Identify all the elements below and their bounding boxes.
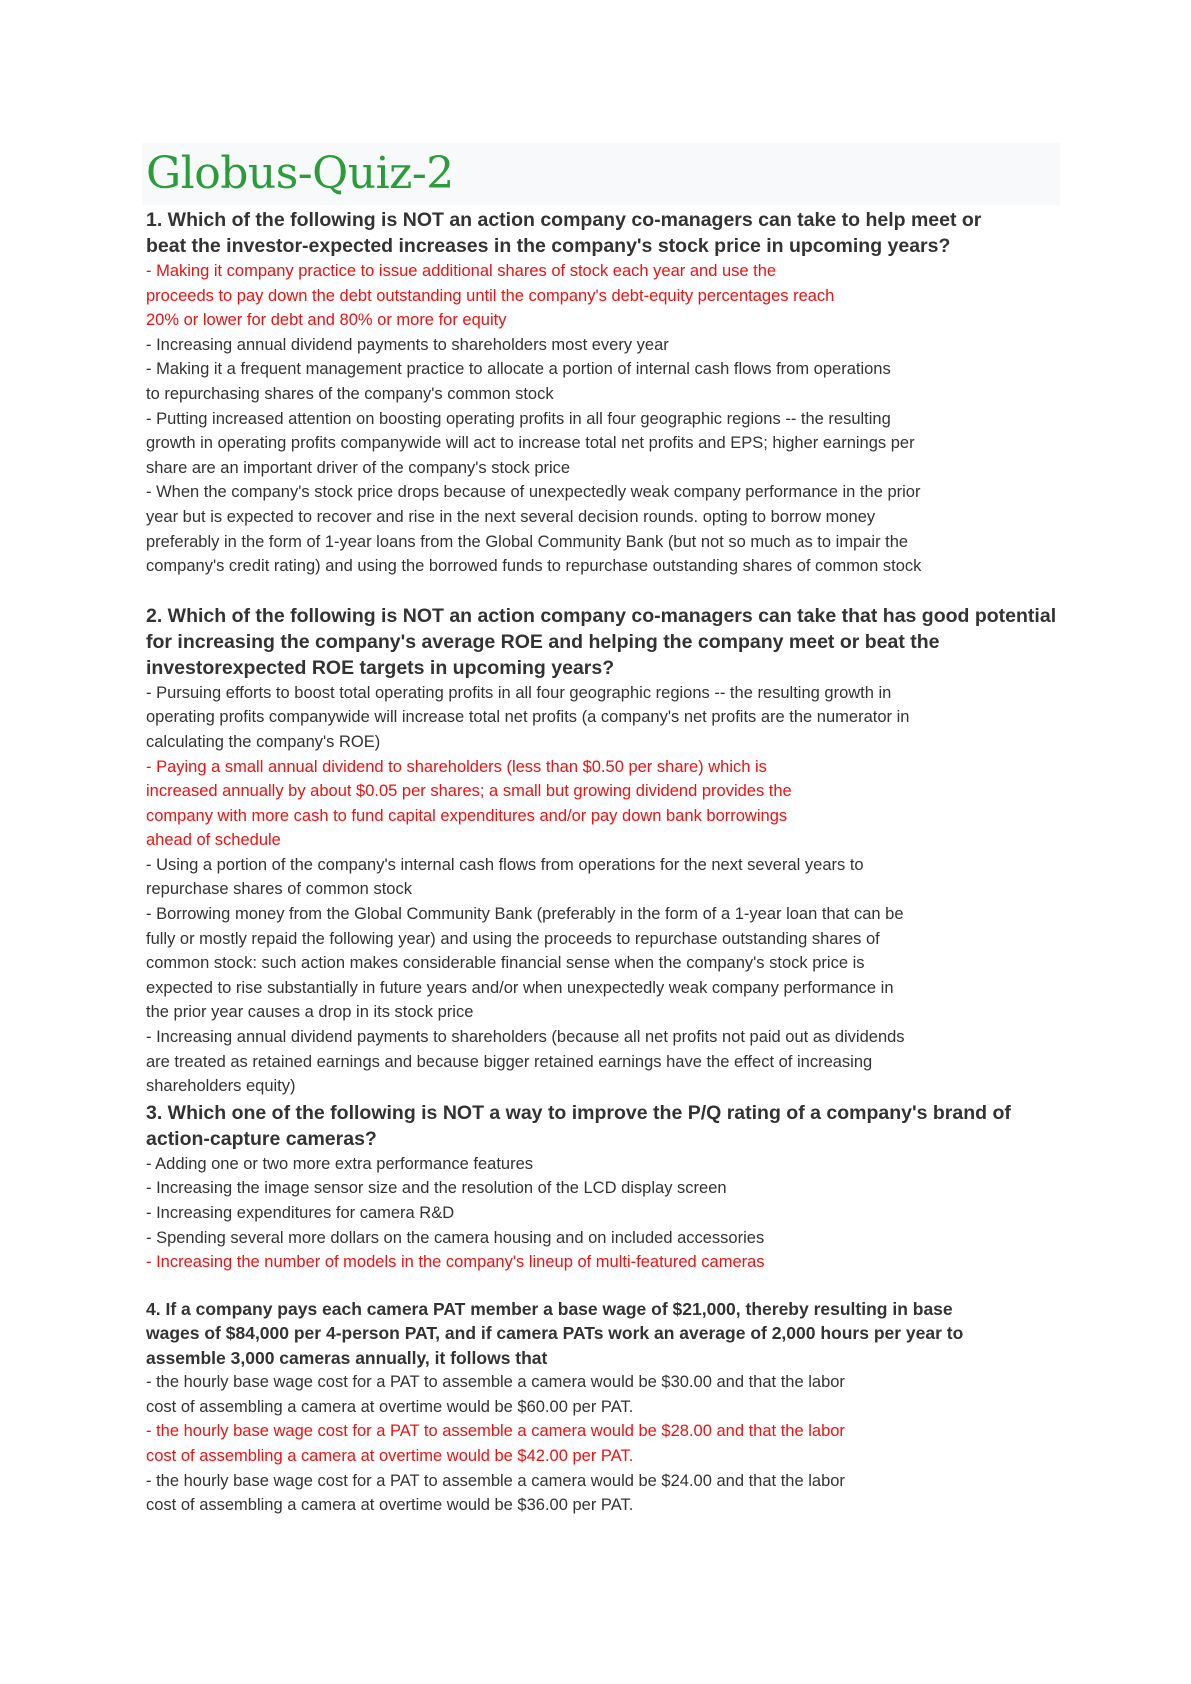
answer-option: - Increasing annual dividend payments to shareholders most every year	[146, 335, 669, 354]
answer-option: - Increasing annual dividend payments to shareholders (because all net profits not paid out as dividends are treated as retained earnings and because bigger retained earnings have the effect of increasing shareholders equity)	[146, 1028, 905, 1096]
answer-list	[146, 1152, 1066, 1275]
answer-option: - Using a portion of the company's internal cash flows from operations for the next several years to repurchase shares of common stock	[146, 855, 864, 899]
spacer	[146, 1275, 1066, 1297]
answer-option: - Adding one or two more extra performance features	[146, 1154, 534, 1173]
answer-option: - Increasing expenditures for camera R&D	[146, 1204, 455, 1222]
spacer	[146, 579, 1066, 603]
question-1	[146, 207, 1066, 579]
question-3	[146, 1100, 1066, 1275]
answer-list	[146, 681, 1066, 1099]
answer-option-correct: - Increasing the number of models in the company's lineup of multi-featured cameras	[146, 1253, 765, 1272]
answer-option: - Spending several more dollars on the camera housing and on included accessories	[146, 1228, 765, 1247]
question-text: 4. If a company pays each camera PAT member a base wage of $21,000, thereby resulting in base wages of $84,000 per 4-person PAT, and if camera PATs work an average of 2,000 hours per year to assemble 3,000 cameras annually, it follows that	[146, 1298, 964, 1368]
question-text: 2. Which of the following is NOT an action company co-managers can take that has good potential for increasing the company's average ROE and helping the company meet or beat the investorexpected ROE targets in upcoming years?	[146, 604, 1057, 679]
answer-list	[146, 1370, 1066, 1518]
question-4	[146, 1297, 1066, 1518]
quiz-content	[146, 207, 1066, 1518]
answer-option: - Pursuing efforts to boost total operating profits in all four geographic regions -- the resulting growth in operating profits companywide will increase total net profits (a company's net profits are the numerator in calculating the company's ROE)	[146, 683, 910, 751]
answer-option: - Putting increased attention on boosting operating profits in all four geographic regions -- the resulting growth in operating profits companywide will act to increase total net profits and EPS; higher earnings per share are an important driver of the company's stock price	[146, 409, 915, 477]
answer-option: - Making it a frequent management practice to allocate a portion of internal cash flows from operations to repurchasing shares of the company's common stock	[146, 360, 891, 403]
page-title: Globus-Quiz-2	[146, 148, 454, 199]
answer-option: - Borrowing money from the Global Community Bank (preferably in the form of a 1-year loan that can be fully or mostly repaid the following year) and using the proceeds to repurchase outstanding shares of common stock: such action makes considerable financial sense when the company's stock price is expected to rise substantially in future years and/or when unexpectedly weak company performance in the prior year causes a drop in its stock price	[146, 905, 904, 1022]
answer-option: - Increasing the image sensor size and the resolution of the LCD display screen	[146, 1179, 727, 1198]
answer-option-correct: - the hourly base wage cost for a PAT to assemble a camera would be $28.00 and that the labor cost of assembling a camera at overtime would be $42.00 per PAT.	[146, 1422, 845, 1466]
answer-option-correct: - Paying a small annual dividend to shareholders (less than $0.50 per share) which is increased annually by about $0.05 per shares; a small but growing dividend provides the company with more cash to fund capital expenditures and/or pay down bank borrowings ahead of schedule	[146, 757, 792, 850]
answer-option: - When the company's stock price drops because of unexpectedly weak company performance in the prior year but is expected to recover and rise in the next several decision rounds. opting to borrow money preferably in the form of 1-year loans from the Global Community Bank (but not so much as to impair the company's credit rating) and using the borrowed funds to repurchase outstanding shares of common stock	[146, 483, 922, 576]
answer-list	[146, 259, 1066, 579]
answer-option: - the hourly base wage cost for a PAT to assemble a camera would be $24.00 and that the labor cost of assembling a camera at overtime would be $36.00 per PAT.	[146, 1471, 845, 1515]
answer-option: - the hourly base wage cost for a PAT to assemble a camera would be $30.00 and that the labor cost of assembling a camera at overtime would be $60.00 per PAT.	[146, 1373, 845, 1416]
answer-option-correct: - Making it company practice to issue additional shares of stock each year and use the proceeds to pay down the debt outstanding until the company's debt-equity percentages reach 20% or lower for debt and 80% or more for equity	[146, 262, 835, 330]
question-text: 1. Which of the following is NOT an action company co-managers can take to help meet or beat the investor-expected increases in the company's stock price in upcoming years?	[146, 209, 982, 257]
question-text: 3. Which one of the following is NOT a way to improve the P/Q rating of a company's brand of action-capture cameras?	[146, 1101, 1011, 1150]
question-2	[146, 603, 1066, 1099]
